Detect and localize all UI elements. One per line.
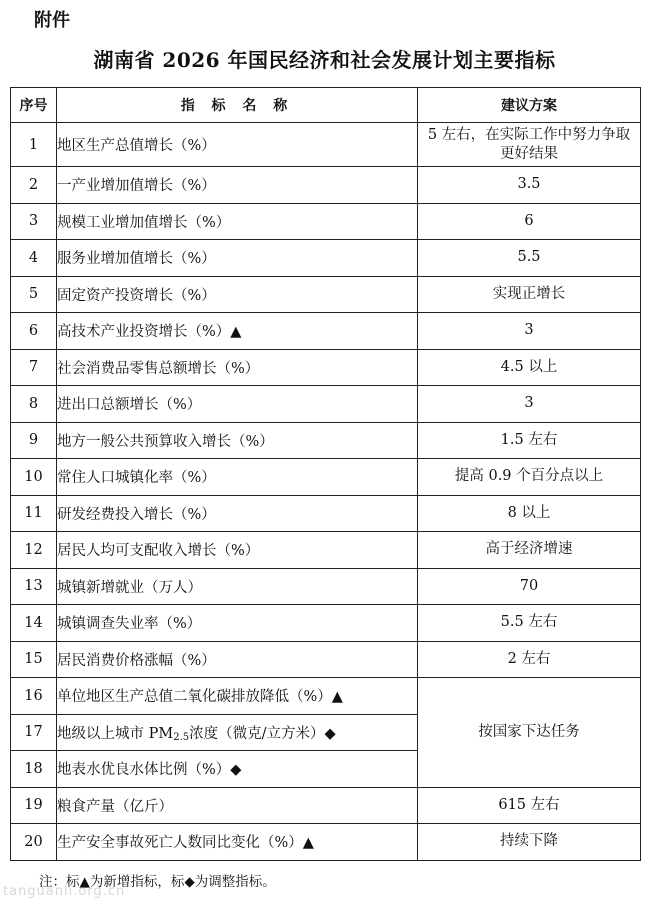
indicator-name: 规模工业增加值增长（%） bbox=[57, 203, 418, 240]
table-row bbox=[11, 495, 641, 532]
row-number: 10 bbox=[11, 459, 57, 496]
table-row bbox=[11, 459, 641, 496]
row-number: 4 bbox=[11, 240, 57, 277]
proposal-value: 5.5 左右 bbox=[418, 605, 641, 642]
row-number: 11 bbox=[11, 495, 57, 532]
proposal-value: 1.5 左右 bbox=[418, 422, 641, 459]
indicator-name: 粮食产量（亿斤） bbox=[57, 787, 418, 824]
table-row bbox=[11, 276, 641, 313]
row-number: 2 bbox=[11, 167, 57, 204]
table-row bbox=[11, 240, 641, 277]
table-row bbox=[11, 605, 641, 642]
indicator-name: 社会消费品零售总额增长（%） bbox=[57, 349, 418, 386]
row-number: 16 bbox=[11, 678, 57, 715]
indicator-name: 城镇新增就业（万人） bbox=[57, 568, 418, 605]
proposal-value: 3 bbox=[418, 313, 641, 350]
indicator-name: 固定资产投资增长（%） bbox=[57, 276, 418, 313]
proposal-value: 提高 0.9 个百分点以上 bbox=[418, 459, 641, 496]
table-row bbox=[11, 313, 641, 350]
proposal-value: 高于经济增速 bbox=[418, 532, 641, 569]
row-number: 1 bbox=[11, 123, 57, 167]
table-row bbox=[11, 123, 641, 167]
row-number: 12 bbox=[11, 532, 57, 569]
footnote: 注：标▲为新增指标，标◆为调整指标。 bbox=[39, 874, 276, 890]
proposal-value: 615 左右 bbox=[418, 787, 641, 824]
table-row bbox=[11, 678, 641, 715]
proposal-value: 3.5 bbox=[418, 167, 641, 204]
row-number: 7 bbox=[11, 349, 57, 386]
indicator-name bbox=[57, 714, 418, 751]
table-row bbox=[11, 167, 641, 204]
proposal-value: 6 bbox=[418, 203, 641, 240]
table-row bbox=[11, 568, 641, 605]
table-header-row bbox=[11, 88, 641, 123]
row-number: 15 bbox=[11, 641, 57, 678]
indicator-name-prefix: 地级以上城市 PM bbox=[57, 725, 174, 742]
proposal-value: 4.5 以上 bbox=[418, 349, 641, 386]
table-row bbox=[11, 422, 641, 459]
row-number: 13 bbox=[11, 568, 57, 605]
indicator-name: 地方一般公共预算收入增长（%） bbox=[57, 422, 418, 459]
table-row bbox=[11, 641, 641, 678]
proposal-value: 3 bbox=[418, 386, 641, 423]
indicator-name-suffix: 浓度（微克/立方米）◆ bbox=[189, 725, 336, 742]
pm-subscript: 2.5 bbox=[173, 731, 190, 743]
row-number: 8 bbox=[11, 386, 57, 423]
table-row bbox=[11, 386, 641, 423]
proposal-value: 5.5 bbox=[418, 240, 641, 277]
indicator-name: 常住人口城镇化率（%） bbox=[57, 459, 418, 496]
indicators-table bbox=[10, 87, 641, 861]
watermark: tanguanli.org.cn bbox=[3, 884, 126, 899]
row-number: 9 bbox=[11, 422, 57, 459]
row-number: 5 bbox=[11, 276, 57, 313]
row-number: 17 bbox=[11, 714, 57, 751]
column-header-proposal: 建议方案 bbox=[418, 88, 641, 123]
indicator-name: 生产安全事故死亡人数同比变化（%）▲ bbox=[57, 824, 418, 861]
proposal-value: 8 以上 bbox=[418, 495, 641, 532]
proposal-value: 实现正增长 bbox=[418, 276, 641, 313]
row-number: 3 bbox=[11, 203, 57, 240]
indicator-name: 居民消费价格涨幅（%） bbox=[57, 641, 418, 678]
indicator-name: 地表水优良水体比例（%）◆ bbox=[57, 751, 418, 788]
row-number: 18 bbox=[11, 751, 57, 788]
proposal-value: 5 左右，在实际工作中努力争取更好结果 bbox=[418, 123, 641, 167]
indicator-name: 研发经费投入增长（%） bbox=[57, 495, 418, 532]
table-row bbox=[11, 532, 641, 569]
row-number: 14 bbox=[11, 605, 57, 642]
proposal-value-merged: 按国家下达任务 bbox=[418, 678, 641, 788]
table-row bbox=[11, 349, 641, 386]
column-header-indicator-name: 指 标 名 称 bbox=[57, 88, 418, 123]
indicator-name: 单位地区生产总值二氧化碳排放降低（%）▲ bbox=[57, 678, 418, 715]
row-number: 6 bbox=[11, 313, 57, 350]
indicator-name: 居民人均可支配收入增长（%） bbox=[57, 532, 418, 569]
table-row bbox=[11, 824, 641, 861]
proposal-value: 2 左右 bbox=[418, 641, 641, 678]
attachment-label: 附件 bbox=[34, 10, 70, 31]
indicator-name: 一产业增加值增长（%） bbox=[57, 167, 418, 204]
proposal-value: 70 bbox=[418, 568, 641, 605]
indicator-name: 地区生产总值增长（%） bbox=[57, 123, 418, 167]
row-number: 19 bbox=[11, 787, 57, 824]
proposal-value: 持续下降 bbox=[418, 824, 641, 861]
row-number: 20 bbox=[11, 824, 57, 861]
column-header-number: 序号 bbox=[11, 88, 57, 123]
indicator-name: 服务业增加值增长（%） bbox=[57, 240, 418, 277]
indicator-name: 高技术产业投资增长（%）▲ bbox=[57, 313, 418, 350]
indicator-name: 城镇调查失业率（%） bbox=[57, 605, 418, 642]
table-row bbox=[11, 787, 641, 824]
table-row bbox=[11, 203, 641, 240]
indicator-name: 进出口总额增长（%） bbox=[57, 386, 418, 423]
document-title: 湖南省 2026 年国民经济和社会发展计划主要指标 bbox=[93, 48, 556, 72]
